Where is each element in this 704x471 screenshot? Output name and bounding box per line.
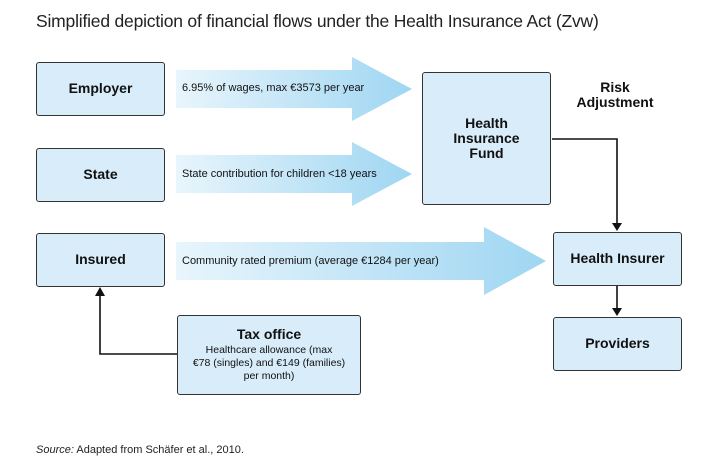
node-employer (36, 62, 165, 116)
node-fund-label-3: Fund (469, 145, 504, 162)
node-health-insurer (553, 232, 682, 286)
source-prefix: Source: (36, 444, 74, 456)
node-employer-label: Employer (68, 80, 133, 97)
node-tax-office-desc-2: €78 (singles) and €149 (families) (192, 356, 346, 369)
node-tax-office-desc-3: per month) (243, 370, 295, 383)
source-note (36, 444, 244, 456)
node-insured-label: Insured (75, 251, 126, 268)
risk-adjustment-line-1: Risk (600, 79, 630, 95)
node-tax-office-desc-1: Healthcare allowance (max (205, 343, 333, 356)
arrowhead-fund-to-insurer (612, 223, 622, 231)
node-health-insurance-fund (422, 72, 551, 205)
node-providers-label: Providers (585, 335, 650, 352)
arrowhead-insurer-to-providers (612, 308, 622, 316)
flow-label-state: State contribution for children <18 years (182, 168, 377, 180)
node-health-insurer-label: Health Insurer (570, 250, 665, 267)
node-tax-office-title: Tax office (236, 325, 302, 342)
diagram-title: Simplified depiction of financial flows under the Health Insurance Act (Zvw) (36, 11, 599, 31)
node-tax-office (177, 315, 361, 395)
node-fund-label-1: Health (465, 114, 508, 131)
connector-tax-to-insured (100, 292, 177, 354)
flow-label-employer: 6.95% of wages, max €3573 per year (182, 82, 365, 94)
connector-fund-to-insurer (552, 139, 617, 226)
risk-adjustment-line-2: Adjustment (576, 94, 654, 111)
risk-adjustment-label (570, 80, 660, 110)
node-insured (36, 233, 165, 287)
source-text: Adapted from Schäfer et al., 2010. (73, 444, 244, 456)
flow-label-insured: Community rated premium (average €1284 per year) (182, 255, 439, 267)
node-fund-label-2: Insurance (453, 129, 520, 146)
node-state-label: State (83, 166, 118, 183)
arrowhead-tax-to-insured (95, 287, 105, 296)
node-state (36, 148, 165, 202)
node-providers (553, 317, 682, 371)
